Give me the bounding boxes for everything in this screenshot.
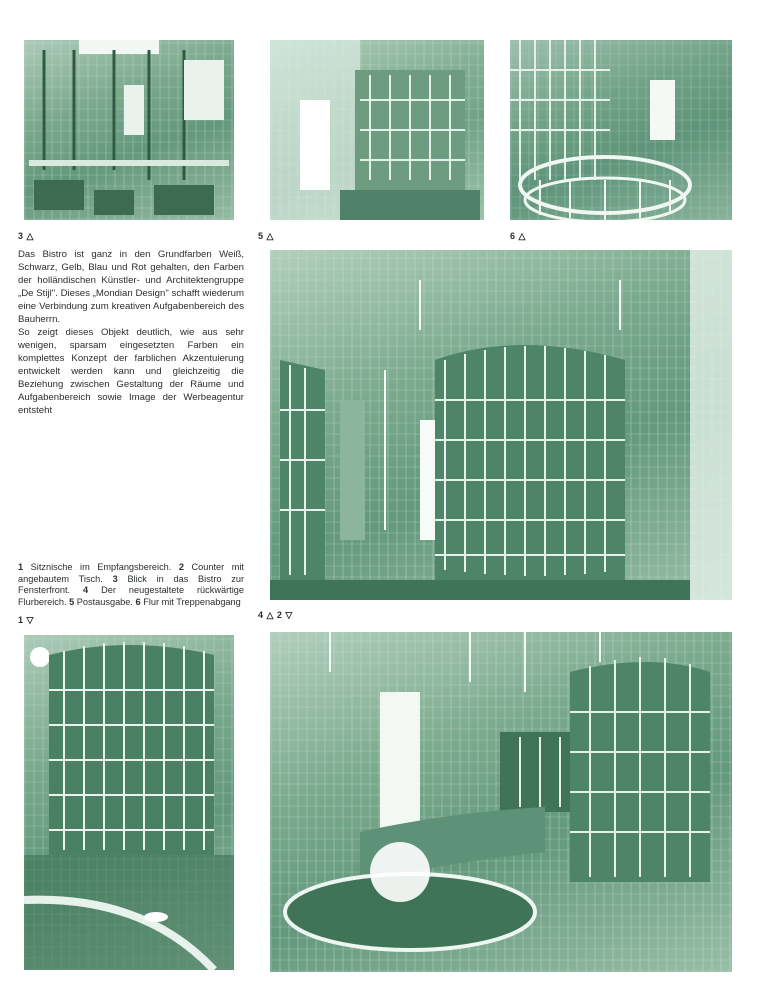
photo-5-label: 5 △ <box>258 231 274 241</box>
legend-text-1: Sitznische im Empfangsbereich. <box>30 562 172 572</box>
legend-text-2: Counter mit angebautem Tisch. <box>18 562 244 584</box>
photo-5-postausgabe <box>270 40 484 220</box>
photo-legend <box>18 562 244 608</box>
photo-2-counter <box>270 632 732 972</box>
legend-number-6: 6 <box>135 596 141 607</box>
photo-1-label: 1 ▽ <box>18 615 34 625</box>
photo-4-corridor <box>270 250 732 600</box>
photo-4-2-label: 4 △ 2 ▽ <box>258 610 293 620</box>
photo-3-bistro <box>24 40 234 220</box>
legend-number-1: 1 <box>18 562 24 572</box>
photo-1-seating-niche <box>24 635 234 970</box>
photo-6-label: 6 △ <box>510 231 526 241</box>
article-body <box>18 248 244 417</box>
article-paragraph-2: So zeigt dieses Objekt deutlich, wie aus sehr wenigen, sparsam eingesetzten Farben ein komplettes Konzept der farblichen Akzentuierung entwickelt werden kann und gleichzeitig die Beziehung zwischen Gestaltung der Räume und Aufgabenbereich sowie Image der Werbeagentur entsteht <box>18 327 244 416</box>
legend-text-3: Blick in das Bistro zur Fensterfront. <box>18 573 245 595</box>
article-paragraph-1: Das Bistro ist ganz in den Grundfarben Weiß, Schwarz, Gelb, Blau und Rot gehalten, den Farben der holländischen Künstler- und Architektengruppe „De Stijl". Dieses „Mondian Design" schafft wiederum eine Verbindung zum kreativen Aufgabenbereich des Bauherrn. <box>18 249 244 325</box>
legend-text-5: Postausgabe. <box>76 596 133 607</box>
legend-text-6: Flur mit Treppenabgang <box>143 596 241 607</box>
legend-number-3: 3 <box>112 573 118 584</box>
legend-number-5: 5 <box>69 596 75 607</box>
legend-number-2: 2 <box>178 562 184 572</box>
photo-3-label: 3 △ <box>18 231 34 241</box>
photo-6-stairwell <box>510 40 732 220</box>
legend-text-4: Der neugestaltete rückwärtige Flurbereich. <box>18 585 244 607</box>
legend-number-4: 4 <box>83 585 89 595</box>
